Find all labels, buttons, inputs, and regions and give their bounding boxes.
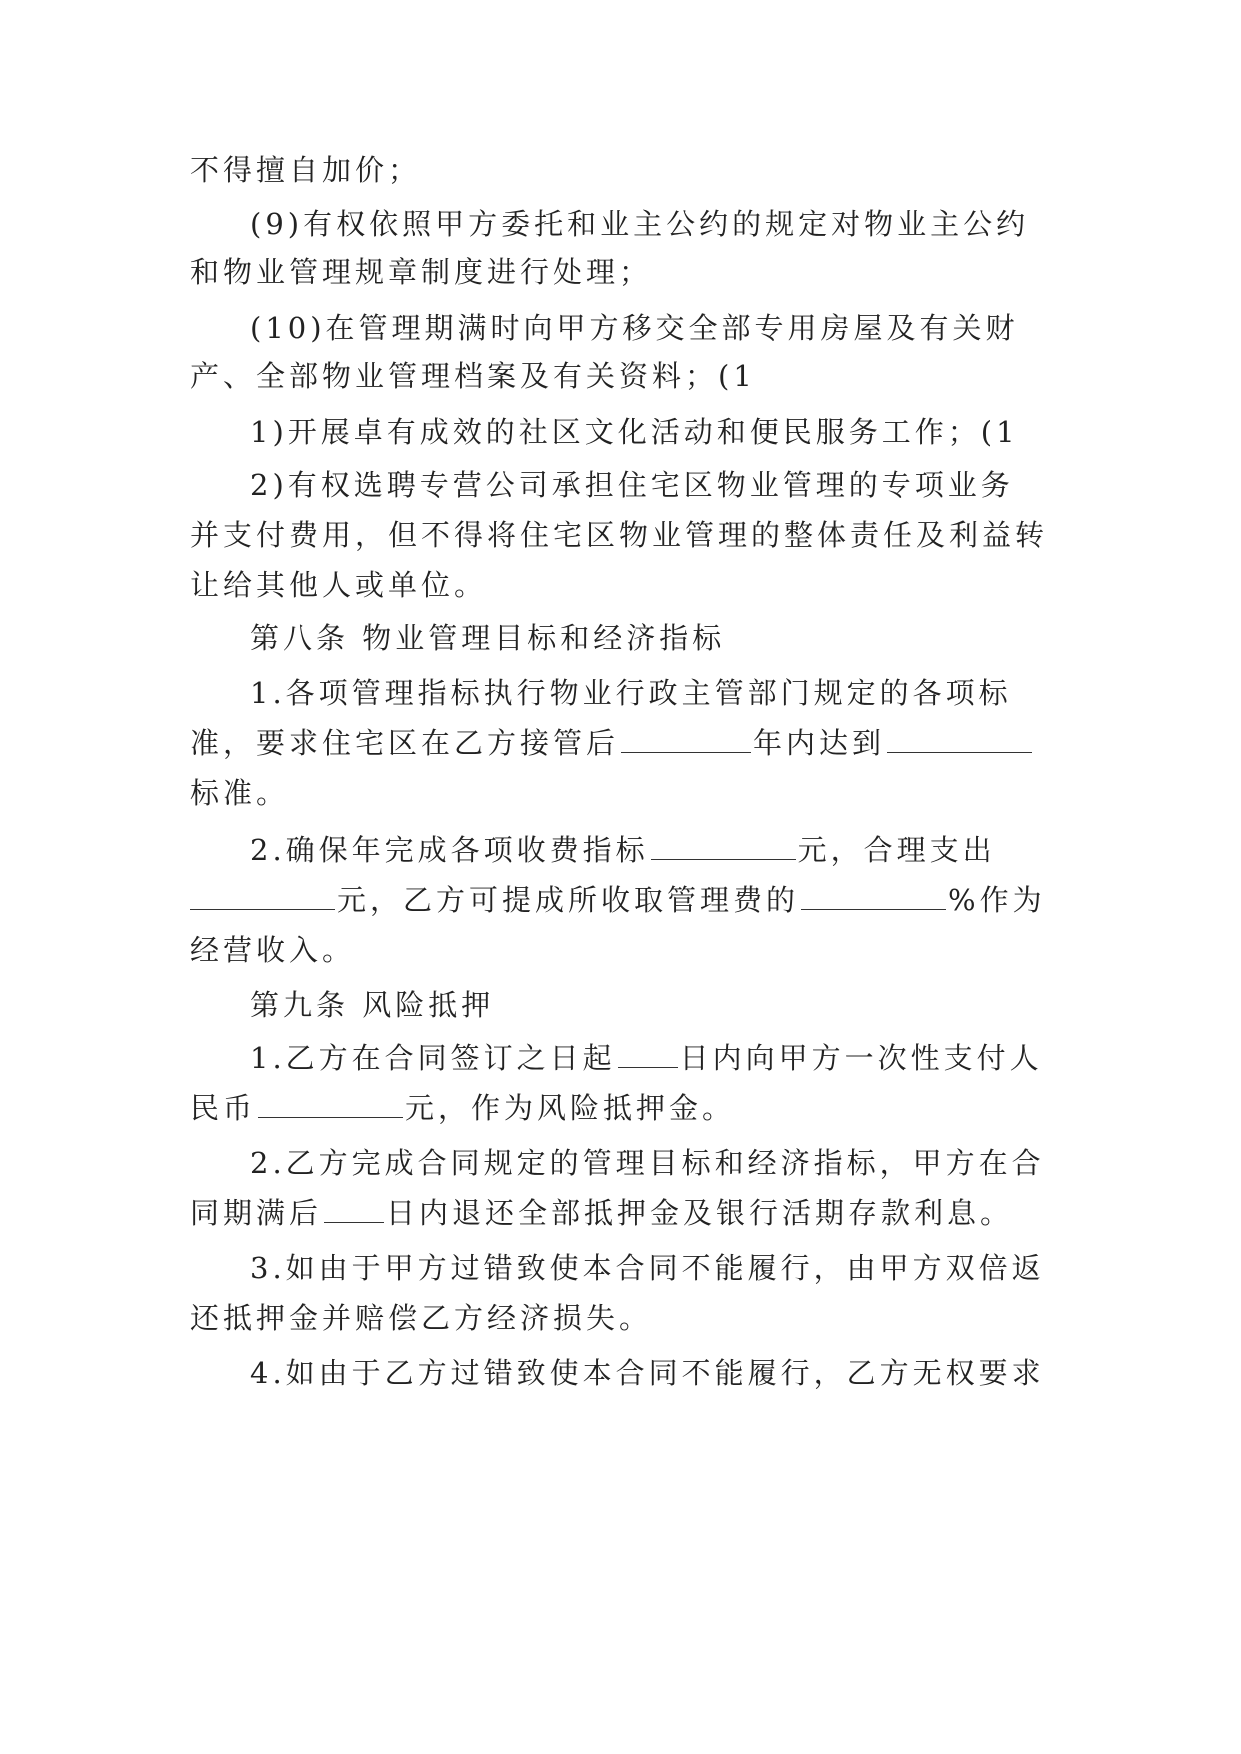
paragraph-line bbox=[250, 830, 996, 870]
paragraph-line bbox=[190, 1193, 1013, 1233]
paragraph-line: 不得擅自加价； bbox=[190, 153, 422, 187]
paragraph-line: (10)在管理期满时向甲方移交全部专用房屋及有关财 bbox=[250, 311, 1019, 345]
text-segment: 民币 bbox=[190, 1091, 257, 1125]
paragraph-line: 4.如由于乙方过错致使本合同不能履行，乙方无权要求 bbox=[250, 1356, 1045, 1390]
paragraph-line: 1)开展卓有成效的社区文化活动和便民服务工作；(1 bbox=[250, 415, 1019, 449]
text-segment: 元，合理支出 bbox=[797, 833, 996, 867]
paragraph-line: 产、全部物业管理档案及有关资料；(1 bbox=[190, 359, 756, 393]
fill-in-blank bbox=[887, 726, 1032, 753]
text-segment: 1.乙方在合同签订之日起 bbox=[250, 1041, 616, 1075]
article-heading: 第八条 物业管理目标和经济指标 bbox=[250, 621, 726, 655]
paragraph-line: 3.如由于甲方过错致使本合同不能履行，由甲方双倍返 bbox=[250, 1251, 1045, 1285]
text-segment: 同期满后 bbox=[190, 1196, 323, 1230]
text-segment: 日内退还全部抵押金及银行活期存款利息。 bbox=[386, 1196, 1014, 1230]
paragraph-line: 2.乙方完成合同规定的管理目标和经济指标，甲方在合 bbox=[250, 1146, 1045, 1180]
article-heading: 第九条 风险抵押 bbox=[250, 988, 495, 1022]
paragraph-line bbox=[250, 1038, 1043, 1078]
paragraph-line: 2)有权选聘专营公司承担住宅区物业管理的专项业务 bbox=[250, 468, 1014, 502]
fill-in-blank bbox=[801, 883, 946, 910]
paragraph-line: (9)有权依照甲方委托和业主公约的规定对物业主公约 bbox=[250, 207, 1030, 241]
fill-in-blank bbox=[258, 1091, 403, 1118]
paragraph-line: 和物业管理规章制度进行处理； bbox=[190, 255, 653, 289]
paragraph-line: 并支付费用，但不得将住宅区物业管理的整体责任及利益转 bbox=[190, 518, 1049, 552]
paragraph-line: 标准。 bbox=[190, 776, 290, 810]
fill-in-blank bbox=[324, 1196, 384, 1223]
text-segment: 年内达到 bbox=[753, 726, 886, 760]
fill-in-blank bbox=[621, 726, 751, 753]
fill-in-blank bbox=[651, 833, 796, 860]
text-segment: 2.确保年完成各项收费指标 bbox=[250, 833, 649, 867]
text-segment: 准，要求住宅区在乙方接管后 bbox=[190, 726, 620, 760]
text-segment: %作为 bbox=[948, 883, 1046, 917]
paragraph-line bbox=[190, 1088, 735, 1128]
paragraph-line bbox=[190, 723, 1034, 763]
text-segment: 日内向甲方一次性支付人 bbox=[679, 1041, 1043, 1075]
paragraph-line: 经营收入。 bbox=[190, 933, 356, 967]
paragraph-line: 让给其他人或单位。 bbox=[190, 568, 488, 602]
fill-in-blank bbox=[618, 1041, 678, 1068]
paragraph-line bbox=[190, 880, 1046, 920]
paragraph-line: 还抵押金并赔偿乙方经济损失。 bbox=[190, 1301, 653, 1335]
text-segment: 元，乙方可提成所收取管理费的 bbox=[337, 883, 800, 917]
text-segment: 元，作为风险抵押金。 bbox=[405, 1091, 736, 1125]
fill-in-blank bbox=[190, 883, 335, 910]
paragraph-line: 1.各项管理指标执行物业行政主管部门规定的各项标 bbox=[250, 676, 1012, 710]
